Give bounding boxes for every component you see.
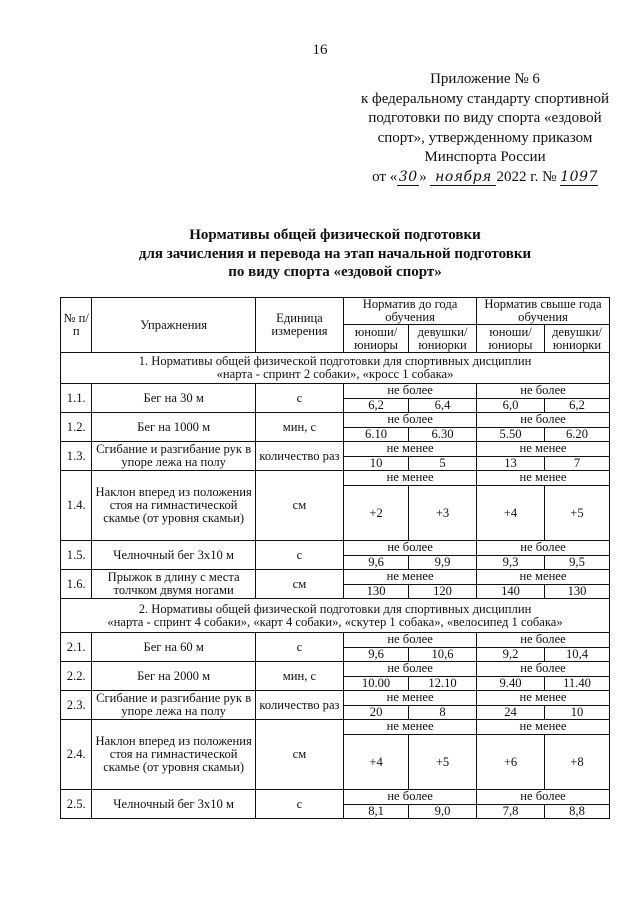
- norm-value: 9,5: [545, 556, 610, 570]
- order-year: 2022 г. №: [496, 168, 557, 185]
- norm-value: 6,0: [477, 399, 545, 413]
- row-exercise: Бег на 2000 м: [92, 662, 255, 691]
- row-unit: мин, с: [255, 662, 343, 691]
- appendix-line: к федеральному стандарту спортивной: [360, 90, 610, 107]
- norm-value: 5.50: [477, 428, 545, 442]
- row-condition-1: не более: [344, 384, 477, 399]
- norm-value: +2: [344, 486, 409, 541]
- row-exercise: Сгибание и разгибание рук в упоре лежа на полу: [92, 442, 255, 471]
- norm-value: 9,3: [477, 556, 545, 570]
- norm-value: 10,4: [545, 648, 610, 662]
- norm-value: 24: [477, 706, 545, 720]
- table-row: [61, 662, 610, 677]
- row-exercise: Бег на 60 м: [92, 633, 255, 662]
- row-condition-1: не менее: [344, 471, 477, 486]
- norm-value: +4: [344, 735, 409, 790]
- row-unit: количество раз: [255, 442, 343, 471]
- row-condition-1: не менее: [344, 442, 477, 457]
- norm-value: 6.10: [344, 428, 409, 442]
- section-title-line: «нарта - спринт 2 собаки», «кросс 1 собака»: [216, 367, 454, 381]
- norm-value: 7: [545, 457, 610, 471]
- section-title-line: 2. Нормативы общей физической подготовки для спортивных дисциплин: [138, 601, 532, 616]
- norm-value: 140: [477, 585, 545, 599]
- norm-value: 11.40: [545, 677, 610, 691]
- row-condition-1: не более: [344, 662, 477, 677]
- appendix-line: Минспорта России: [424, 149, 546, 165]
- norm-value: 8,8: [545, 805, 610, 819]
- norm-value: 130: [545, 585, 610, 599]
- norm-value: 10: [344, 457, 409, 471]
- row-unit: мин, с: [255, 413, 343, 442]
- row-exercise: Бег на 30 м: [92, 384, 255, 413]
- row-number: 1.2.: [61, 413, 92, 442]
- row-condition-2: не более: [477, 662, 610, 677]
- title-line: для зачисления и перевода на этап начальной подготовки: [138, 245, 532, 262]
- row-unit: с: [255, 384, 343, 413]
- appendix-line: Приложение № 6: [430, 71, 540, 87]
- row-unit: см: [255, 720, 343, 790]
- norm-value: 9,9: [409, 556, 477, 570]
- norm-value: 6,2: [545, 399, 610, 413]
- row-number: 2.5.: [61, 790, 92, 819]
- row-condition-2: не менее: [477, 570, 610, 585]
- document-title: [60, 226, 610, 282]
- table-row: [61, 691, 610, 706]
- row-unit: см: [255, 570, 343, 599]
- header-boys: юноши/ юниоры: [477, 325, 545, 353]
- row-number: 1.3.: [61, 442, 92, 471]
- table-row: [61, 413, 610, 428]
- norm-value: 6,2: [344, 399, 409, 413]
- norm-value: 9,0: [409, 805, 477, 819]
- row-condition-1: не менее: [344, 720, 477, 735]
- order-number: 1097: [560, 168, 598, 185]
- table-row: [61, 384, 610, 399]
- row-condition-1: не более: [344, 413, 477, 428]
- row-condition-1: не более: [344, 541, 477, 556]
- header-num: № п/п: [61, 298, 92, 353]
- row-exercise: Челночный бег 3х10 м: [92, 541, 255, 570]
- table-row: [61, 471, 610, 486]
- row-number: 1.4.: [61, 471, 92, 541]
- norm-value: 120: [409, 585, 477, 599]
- norm-value: +8: [545, 735, 610, 790]
- row-exercise: Наклон вперед из положения стоя на гимнастической скамье (от уровня скамьи): [92, 720, 255, 790]
- table-row: [61, 720, 610, 735]
- table-row: [61, 442, 610, 457]
- row-condition-2: не менее: [477, 691, 610, 706]
- appendix-line: спорт», утвержденному приказом: [377, 129, 593, 146]
- norm-value: 9,2: [477, 648, 545, 662]
- norm-value: +3: [409, 486, 477, 541]
- norm-value: +4: [477, 486, 545, 541]
- header-exercise: Упражнения: [92, 298, 255, 353]
- norm-value: 12.10: [409, 677, 477, 691]
- date-prefix: от «: [372, 168, 398, 185]
- appendix-block: [340, 70, 630, 187]
- row-condition-2: не более: [477, 413, 610, 428]
- table-row: [61, 633, 610, 648]
- order-month: ноября: [430, 170, 496, 186]
- row-exercise: Бег на 1000 м: [92, 413, 255, 442]
- section-title: [61, 353, 610, 384]
- table-row: [61, 790, 610, 805]
- row-condition-1: не более: [344, 790, 477, 805]
- header-unit: Единица измерения: [255, 298, 343, 353]
- norm-value: 9,6: [344, 648, 409, 662]
- norm-value: 10.00: [344, 677, 409, 691]
- norm-value: 8: [409, 706, 477, 720]
- table-row: [61, 541, 610, 556]
- day-suffix: »: [419, 168, 427, 185]
- row-number: 1.5.: [61, 541, 92, 570]
- page-number: 16: [312, 42, 328, 58]
- row-condition-2: не менее: [477, 471, 610, 486]
- row-unit: с: [255, 633, 343, 662]
- row-condition-2: не менее: [477, 442, 610, 457]
- row-condition-2: не менее: [477, 720, 610, 735]
- norm-value: 130: [344, 585, 409, 599]
- norm-value: +5: [409, 735, 477, 790]
- row-number: 2.4.: [61, 720, 92, 790]
- row-number: 2.3.: [61, 691, 92, 720]
- row-number: 2.2.: [61, 662, 92, 691]
- table-row: [61, 570, 610, 585]
- section-title-line: «нарта - спринт 4 собаки», «карт 4 собаки», «скутер 1 собака», «велосипед 1 собака»: [107, 614, 563, 629]
- title-line: по виду спорта «ездовой спорт»: [228, 264, 442, 280]
- order-day: 30: [398, 168, 418, 185]
- row-unit: с: [255, 541, 343, 570]
- row-condition-2: не более: [477, 541, 610, 556]
- appendix-line: подготовки по виду спорта «ездовой: [368, 110, 602, 126]
- norms-table: [60, 297, 610, 819]
- norm-value: 7,8: [477, 805, 545, 819]
- norm-value: +5: [545, 486, 610, 541]
- row-condition-1: не более: [344, 633, 477, 648]
- row-condition-1: не менее: [344, 691, 477, 706]
- norm-value: 9,6: [344, 556, 409, 570]
- row-condition-2: не более: [477, 384, 610, 399]
- row-exercise: Челночный бег 3х10 м: [92, 790, 255, 819]
- section-title: [61, 599, 610, 633]
- norm-value: 5: [409, 457, 477, 471]
- norm-value: 13: [477, 457, 545, 471]
- norm-value: 8,1: [344, 805, 409, 819]
- row-condition-2: не более: [477, 790, 610, 805]
- row-exercise: Наклон вперед из положения стоя на гимнастической скамье (от уровня скамьи): [92, 471, 255, 541]
- row-unit: с: [255, 790, 343, 819]
- norm-value: 10: [545, 706, 610, 720]
- row-condition-1: не менее: [344, 570, 477, 585]
- row-exercise: Прыжок в длину с места толчком двумя ногами: [92, 570, 255, 599]
- norm-value: 6.30: [409, 428, 477, 442]
- norm-value: +6: [477, 735, 545, 790]
- norm-value: 6,4: [409, 399, 477, 413]
- header-group-2: Норматив свыше года обучения: [477, 298, 610, 325]
- row-unit: количество раз: [255, 691, 343, 720]
- row-condition-2: не более: [477, 633, 610, 648]
- row-unit: см: [255, 471, 343, 541]
- section-title-line: 1. Нормативы общей физической подготовки для спортивных дисциплин: [138, 354, 532, 368]
- norm-value: 9.40: [477, 677, 545, 691]
- section-row: [61, 599, 610, 633]
- title-line: Нормативы общей физической подготовки: [189, 227, 481, 243]
- row-number: 1.6.: [61, 570, 92, 599]
- row-number: 1.1.: [61, 384, 92, 413]
- header-row: [61, 298, 610, 325]
- section-row: [61, 353, 610, 384]
- header-boys: юноши/ юниоры: [344, 325, 409, 353]
- norm-value: 6.20: [545, 428, 610, 442]
- row-number: 2.1.: [61, 633, 92, 662]
- header-group-1: Норматив до года обучения: [344, 298, 477, 325]
- row-exercise: Сгибание и разгибание рук в упоре лежа на полу: [92, 691, 255, 720]
- order-date-line: [340, 168, 630, 188]
- norm-value: 10,6: [409, 648, 477, 662]
- header-girls: девушки/ юниорки: [545, 325, 610, 353]
- norm-value: 20: [344, 706, 409, 720]
- header-girls: девушки/ юниорки: [409, 325, 477, 353]
